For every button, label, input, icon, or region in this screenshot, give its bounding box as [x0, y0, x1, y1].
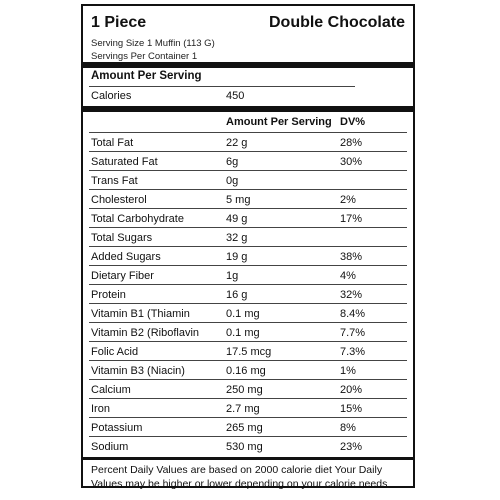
nutrient-dv: 23%: [340, 441, 363, 453]
nutrient-name: Total Sugars: [91, 232, 153, 244]
row-divider: [89, 246, 407, 247]
nutrient-name: Sodium: [91, 441, 129, 453]
row-divider: [89, 436, 407, 437]
nutrient-dv: 4%: [340, 270, 356, 282]
nutrient-name: Vitamin B2 (Riboflavin: [91, 327, 200, 339]
nutrient-amount: 0.16 mg: [226, 365, 266, 377]
nutrient-amount: 49 g: [226, 213, 248, 225]
column-header-dv: DV%: [340, 116, 366, 128]
row-divider: [89, 417, 407, 418]
nutrient-dv: 7.7%: [340, 327, 366, 339]
nutrient-name: Saturated Fat: [91, 156, 158, 168]
nutrient-name: Iron: [91, 403, 110, 415]
row-divider: [89, 170, 407, 171]
row-divider: [89, 398, 407, 399]
nutrient-amount: 2.7 mg: [226, 403, 260, 415]
nutrient-name: Vitamin B3 (Niacin): [91, 365, 185, 377]
nutrient-amount: 0g: [226, 175, 239, 187]
nutrient-name: Total Carbohydrate: [91, 213, 184, 225]
row-divider: [89, 227, 407, 228]
column-header-underline: [89, 132, 407, 133]
nutrient-dv: 28%: [340, 137, 363, 149]
nutrient-amount: 0.1 mg: [226, 308, 260, 320]
nutrient-amount: 0.1 mg: [226, 327, 260, 339]
nutrient-dv: 30%: [340, 156, 363, 168]
nutrient-amount: 32 g: [226, 232, 248, 244]
nutrient-amount: 265 mg: [226, 422, 263, 434]
nutrient-amount: 530 mg: [226, 441, 263, 453]
row-divider: [89, 303, 407, 304]
row-divider: [89, 379, 407, 380]
nutrient-amount: 22 g: [226, 137, 248, 149]
nutrient-table: [83, 6, 413, 486]
nutrient-name: Folic Acid: [91, 346, 139, 358]
nutrient-amount: 16 g: [226, 289, 248, 301]
row-divider: [89, 284, 407, 285]
nutrient-dv: 32%: [340, 289, 363, 301]
amount-per-serving-heading: Amount Per Serving: [91, 70, 202, 82]
calories-label: Calories: [91, 90, 132, 102]
nutrient-dv: 1%: [340, 365, 356, 377]
row-divider: [89, 322, 407, 323]
servings-per-container: Servings Per Container 1: [91, 51, 198, 62]
nutrient-dv: 38%: [340, 251, 363, 263]
nutrient-name: Trans Fat: [91, 175, 138, 187]
nutrient-dv: 17%: [340, 213, 363, 225]
product-flavor: Double Chocolate: [268, 14, 405, 31]
row-divider: [89, 360, 407, 361]
nutrient-amount: 5 mg: [226, 194, 251, 206]
nutrient-dv: 8%: [340, 422, 356, 434]
nutrient-name: Calcium: [91, 384, 131, 396]
nutrient-dv: 7.3%: [340, 346, 366, 358]
nutrient-name: Vitamin B1 (Thiamin: [91, 308, 190, 320]
nutrient-dv: 8.4%: [340, 308, 366, 320]
nutrition-facts-label: [81, 4, 415, 488]
nutrient-dv: 15%: [340, 403, 363, 415]
nutrient-name: Total Fat: [91, 137, 134, 149]
nutrient-name: Dietary Fiber: [91, 270, 154, 282]
nutrient-name: Cholesterol: [91, 194, 147, 206]
nutrient-amount: 17.5 mcg: [226, 346, 272, 358]
row-divider: [89, 208, 407, 209]
row-divider: [89, 341, 407, 342]
nutrient-dv: 2%: [340, 194, 356, 206]
serving-size: Serving Size 1 Muffin (113 G): [91, 38, 215, 49]
nutrient-amount: 250 mg: [226, 384, 263, 396]
nutrient-amount: 19 g: [226, 251, 248, 263]
row-divider: [89, 189, 407, 190]
nutrient-name: Potassium: [91, 422, 143, 434]
daily-value-footnote: Percent Daily Values are based on 2000 calorie diet Your Daily Values may be higher or lower depending on your calorie needs: [91, 464, 388, 490]
nutrient-amount: 1g: [226, 270, 239, 282]
row-divider: [89, 265, 407, 266]
product-name: 1 Piece: [91, 14, 147, 31]
column-header-amount: Amount Per Serving: [226, 116, 332, 128]
nutrient-name: Added Sugars: [91, 251, 161, 263]
calories-value: 450: [226, 90, 245, 102]
nutrient-dv: 20%: [340, 384, 363, 396]
row-divider: [89, 151, 407, 152]
thick-divider-bottom: [83, 457, 413, 460]
nutrient-amount: 6g: [226, 156, 239, 168]
nutrient-name: Protein: [91, 289, 126, 301]
